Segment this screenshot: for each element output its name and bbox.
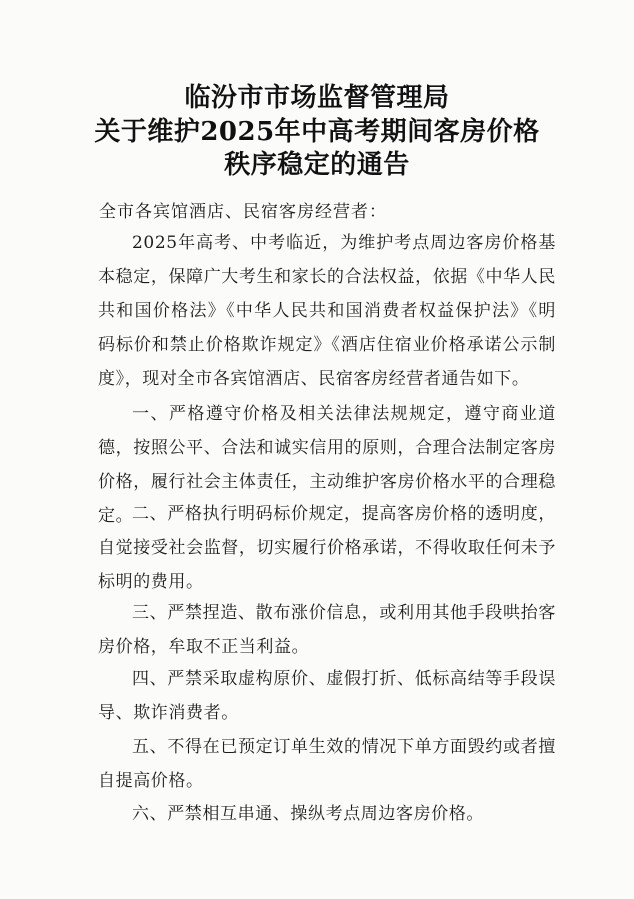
title-line-2: 关于维护2025年中高考期间客房价格 (94, 117, 540, 147)
paragraph-item-1: 一、严格遵守价格及相关法律法规规定，遵守商业道德，按照公平、合法和诚实信用的原则，合理合法制定客房价格，履行社会主体责任，主动维护客房价格水平的合理稳定。 (98, 404, 556, 526)
title-line-3: 秩序稳定的通告 (224, 150, 410, 180)
paragraph-item-2: 二、严格执行明码标价规定，提高客房价格的透明度，自觉接受社会监督，切实履行价格承诺，不得收取任何未予标明的费用。 (98, 504, 556, 592)
paragraph-item-4: 四、严禁采取虚构原价、虚假打折、低标高结等手段误导、欺诈消费者。 (98, 669, 556, 723)
paragraph-item-5: 五、不得在已预定订单生效的情况下单方面毁约或者擅自提高价格。 (98, 737, 556, 791)
paragraph-item-6: 六、严禁相互串通、操纵考点周边客房价格。 (132, 804, 484, 824)
paragraph-item-3: 三、严禁捏造、散布涨价信息，或利用其他手段哄抬客房价格，牟取不正当利益。 (98, 603, 556, 657)
salutation: 全市各宾馆酒店、民宿客房经营者： (99, 202, 387, 222)
title-line-1: 临汾市市场监督管理局 (184, 83, 450, 113)
paragraph-intro: 2025年高考、中考临近，为维护考点周边客房价格基本稳定，保障广大考生和家长的合法权益，依据《中华人民共和国价格法》《中华人民共和国消费者权益保护法》《明码标价和禁止价格欺诈规定》《酒店住宿业价格承诺公示制度》，现对全市各宾馆酒店、民宿客房经营者通告如下。 (98, 233, 556, 389)
